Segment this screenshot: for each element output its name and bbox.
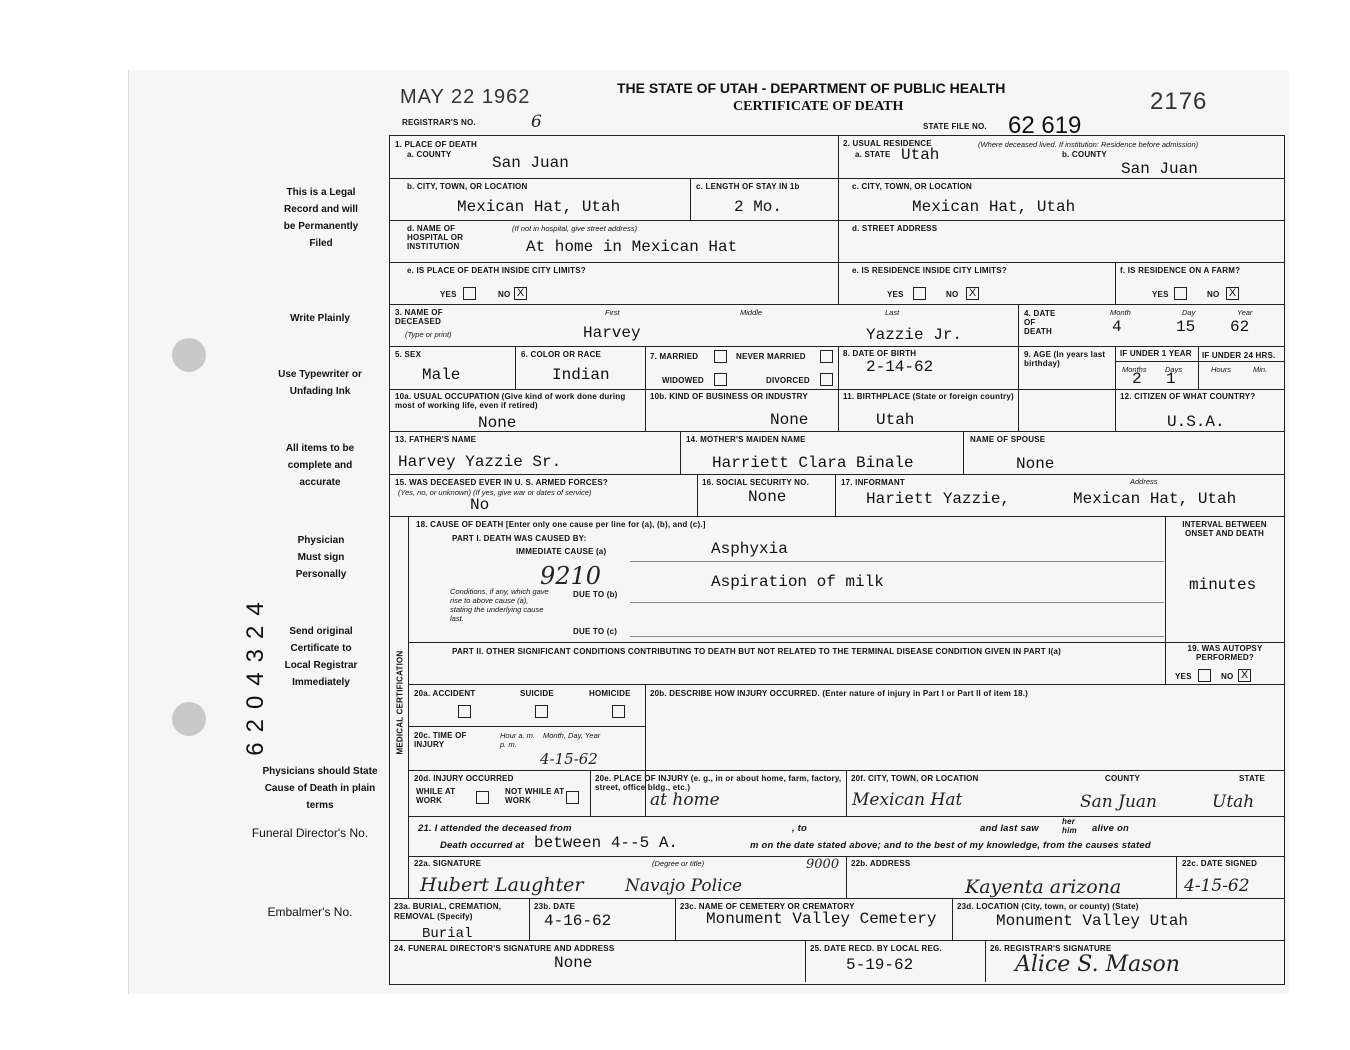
under-1-year-label: IF UNDER 1 YEAR — [1120, 349, 1192, 358]
never-married-label: NEVER MARRIED — [736, 352, 806, 361]
injury-county-label: COUNTY — [1105, 774, 1140, 783]
homicide-label: HOMICIDE — [589, 689, 631, 698]
place-of-injury-value: at home — [650, 790, 720, 810]
corner-number: 2176 — [1150, 88, 1208, 115]
burial-location-value: Monument Valley Utah — [996, 912, 1189, 930]
father-label: 13. FATHER'S NAME — [395, 435, 477, 444]
autopsy-yes-checkbox[interactable] — [1198, 669, 1211, 682]
divorced-label: DIVORCED — [766, 376, 810, 385]
signature-label: 22a. SIGNATURE — [414, 859, 482, 868]
yes-label: YES — [440, 290, 457, 299]
burial-label: 23a. BURIAL, CREMATION, REMOVAL (Specify) — [394, 902, 502, 921]
widowed-checkbox[interactable] — [714, 373, 727, 386]
part2-label: PART II. OTHER SIGNIFICANT CONDITIONS CONTRIBUTING TO DEATH BUT NOT RELATED TO THE TERMINAL DISEASE CONDITION GIVEN IN PART I(a) — [452, 647, 1062, 656]
first-label: First — [605, 308, 620, 317]
death-inside-city-no-checkbox[interactable]: X — [514, 287, 527, 300]
citizen-value: U.S.A. — [1167, 413, 1225, 431]
received-date-stamp: MAY 22 1962 — [400, 86, 531, 108]
usual-residence-label: 2. USUAL RESIDENCE — [843, 139, 932, 148]
yes-label: YES — [887, 290, 904, 299]
business-value: None — [770, 411, 809, 429]
farm-yes-checkbox[interactable] — [1174, 287, 1187, 300]
burial-date-value: 4-16-62 — [544, 912, 612, 930]
dob-value: 2-14-62 — [866, 358, 934, 376]
sex-value: Male — [422, 366, 461, 384]
no-label: NO — [1207, 290, 1220, 299]
injury-state-value: Utah — [1212, 792, 1255, 812]
no-label: NO — [1221, 672, 1234, 681]
res-inside-city-label: e. IS RESIDENCE INSIDE CITY LIMITS? — [852, 266, 1007, 275]
medical-certification-label: MEDICAL CERTIFICATION — [395, 650, 405, 755]
date-signed-label: 22c. DATE SIGNED — [1182, 859, 1258, 868]
under-24-hrs-label: IF UNDER 24 HRS. — [1202, 351, 1276, 360]
funeral-director-value: None — [554, 954, 593, 972]
death-occurred-tail: m on the date stated above; and to the best of my knowledge, from the causes stated — [750, 840, 1151, 851]
death-day-value: 15 — [1176, 318, 1196, 336]
place-of-injury-label: 20e. PLACE OF INJURY (e. g., in or about home, farm, factory, street, office bldg., etc.) — [595, 774, 842, 792]
stay-label: c. LENGTH OF STAY IN 1b — [696, 182, 800, 191]
residence-note: (Where deceased lived. If institution: Residence before admission) — [978, 140, 1199, 149]
note-legal: This is a Legal Record and will be Permanently Filed — [283, 187, 359, 249]
funeral-director-label: 24. FUNERAL DIRECTOR'S SIGNATURE AND ADDRESS — [394, 944, 615, 953]
homicide-checkbox[interactable] — [612, 705, 625, 718]
stay-value: 2 Mo. — [734, 198, 783, 216]
res-county-value: San Juan — [1121, 160, 1198, 178]
vertical-serial-no: 6204324 — [242, 592, 269, 756]
interval-value: minutes — [1189, 576, 1257, 594]
age-label: 9. AGE (In years last birthday) — [1024, 350, 1106, 368]
occupation-label: 10a. USUAL OCCUPATION (Give kind of work done during most of working life, even if retired) — [395, 392, 626, 410]
funeral-director-no-label: Funeral Director's No. — [251, 826, 369, 840]
to-label: , to — [792, 823, 808, 834]
immediate-cause-value: Asphyxia — [711, 540, 788, 558]
last-saw-label: and last saw — [980, 823, 1039, 834]
punch-hole — [172, 338, 206, 372]
death-month-value: 4 — [1112, 318, 1122, 336]
mother-value: Harriett Clara Binale — [712, 454, 914, 472]
burial-location-label: 23d. LOCATION (City, town, or county) (State) — [957, 902, 1139, 911]
punch-hole — [172, 702, 206, 736]
res-city-label: c. CITY, TOWN, OR LOCATION — [852, 182, 973, 191]
middle-label: Middle — [740, 308, 763, 317]
day-label: Day — [1182, 308, 1196, 317]
at-work-label: WHILE AT WORK — [416, 787, 456, 805]
injury-state-label: STATE — [1239, 774, 1266, 783]
months-label: Months — [1122, 365, 1147, 374]
part1-label: PART I. DEATH WAS CAUSED BY: — [452, 534, 587, 543]
never-married-checkbox[interactable] — [820, 350, 833, 363]
city-value: Mexican Hat, Utah — [457, 198, 621, 216]
spouse-value: None — [1016, 455, 1055, 473]
injury-occurred-label: 20d. INJURY OCCURRED — [414, 774, 514, 783]
registrar-no: 6 — [531, 112, 542, 132]
cause-of-death-label: 18. CAUSE OF DEATH [Enter only one cause per line for (a), (b), and (c).] — [416, 520, 706, 529]
registrar-label: REGISTRAR'S NO. — [402, 118, 476, 127]
not-at-work-label: NOT WHILE AT WORK — [505, 787, 565, 805]
injury-city-value: Mexican Hat — [852, 790, 963, 810]
birthplace-label: 11. BIRTHPLACE (State or foreign country) — [843, 392, 1014, 401]
married-label: 7. MARRIED — [650, 352, 699, 361]
cemetery-label: 23c. NAME OF CEMETERY OR CREMATORY — [680, 902, 855, 911]
alive-on-label: alive on — [1092, 823, 1129, 834]
sex-label: 5. SEX — [395, 350, 422, 359]
note-ink: Use Typewriter or Unfading Ink — [278, 369, 362, 397]
due-to-b-value: Aspiration of milk — [711, 573, 884, 591]
farm-label: f. IS RESIDENCE ON A FARM? — [1120, 266, 1241, 275]
date-received-label: 25. DATE RECD. BY LOCAL REG. — [810, 944, 942, 953]
badge-number: 9000 — [806, 857, 840, 872]
death-time-value: between 4--5 A. — [534, 834, 679, 852]
registrar-signature-label: 26. REGISTRAR'S SIGNATURE — [990, 944, 1112, 953]
mother-label: 14. MOTHER'S MAIDEN NAME — [686, 435, 806, 444]
hour-label: Hour a. m. p. m. — [500, 731, 536, 749]
ssn-label: 16. SOCIAL SECURITY NO. — [702, 478, 809, 487]
yes-label: YES — [1175, 672, 1192, 681]
injury-city-label: 20f. CITY, TOWN, OR LOCATION — [851, 774, 979, 783]
embalmer-no-label: Embalmer's No. — [267, 905, 353, 919]
form-subtitle: CERTIFICATE OF DEATH — [733, 99, 904, 114]
due-to-c-label: DUE TO (c) — [573, 627, 618, 636]
last-name-value: Yazzie Jr. — [866, 326, 963, 344]
degree-label: (Degree or title) — [652, 859, 705, 868]
hours-label: Hours — [1211, 365, 1232, 374]
informant-label: 17. INFORMANT — [841, 478, 905, 487]
spouse-label: NAME OF SPOUSE — [970, 435, 1046, 444]
death-inside-city-yes-checkbox[interactable] — [463, 287, 476, 300]
mdy-label: Month, Day, Year — [543, 731, 601, 740]
last-label: Last — [885, 308, 900, 317]
time-of-injury-label: 20c. TIME OF INJURY — [414, 731, 467, 749]
address-label: Address — [1130, 477, 1158, 486]
age-days-value: 1 — [1166, 370, 1176, 388]
armed-forces-value: No — [470, 496, 490, 514]
armed-forces-label: 15. WAS DECEASED EVER IN U. S. ARMED FORCES? — [395, 478, 608, 487]
state-file-no: 62 619 — [1008, 112, 1082, 139]
race-label: 6. COLOR OR RACE — [521, 350, 602, 359]
business-label: 10b. KIND OF BUSINESS OR INDUSTRY — [650, 392, 808, 401]
first-name-value: Harvey — [583, 324, 641, 342]
cause-code: 9210 — [540, 562, 602, 590]
days-label: Days — [1165, 365, 1183, 374]
note-plain: Write Plainly — [290, 313, 350, 324]
injury-description-label: 20b. DESCRIBE HOW INJURY OCCURRED. (Enter nature of injury in Part I or Part II of item 18.) — [650, 689, 1029, 698]
autopsy-label: 19. WAS AUTOPSY PERFORMED? — [1187, 644, 1263, 662]
note-send: Send original Certificate to Local Registrar Immediately — [284, 626, 358, 688]
informant-value: Hariett Yazzie, — [866, 490, 1011, 508]
suicide-label: SUICIDE — [520, 689, 554, 698]
street-label: d. STREET ADDRESS — [852, 224, 938, 233]
burial-date-label: 23b. DATE — [534, 902, 576, 911]
physician-title: Navajo Police — [625, 876, 743, 896]
immediate-cause-label: IMMEDIATE CAUSE (a) — [516, 547, 607, 556]
min-label: Min. — [1253, 365, 1268, 374]
ssn-value: None — [748, 488, 787, 506]
autopsy-no-checkbox[interactable]: X — [1238, 669, 1251, 682]
place-of-death-label: 1. PLACE OF DEATH — [395, 140, 477, 149]
note-cause: Physicians should State Cause of Death in plain terms — [262, 766, 378, 811]
yes-label: YES — [1152, 290, 1169, 299]
no-label: NO — [946, 290, 959, 299]
res-state-value: Utah — [901, 146, 940, 164]
widowed-label: WIDOWED — [662, 376, 704, 385]
res-county-label: b. COUNTY — [1062, 150, 1107, 159]
birthplace-value: Utah — [876, 411, 915, 429]
date-signed-value: 4-15-62 — [1184, 876, 1250, 896]
county-label: a. COUNTY — [407, 150, 452, 159]
death-year-value: 62 — [1230, 318, 1250, 336]
divorced-checkbox[interactable] — [820, 373, 833, 386]
burial-value: Burial — [422, 926, 473, 942]
suicide-checkbox[interactable] — [535, 705, 548, 718]
res-state-label: a. STATE — [855, 150, 891, 159]
age-months-value: 2 — [1132, 370, 1142, 388]
death-occurred-label: Death occurred at — [440, 840, 525, 851]
due-to-b-label: DUE TO (b) — [573, 590, 618, 599]
conditions-note: Conditions, if any, which gave rise to above cause (a), stating the underlying cause last. — [450, 587, 549, 623]
type-print-note: (Type or print) — [405, 330, 452, 339]
married-checkbox[interactable] — [714, 350, 727, 363]
state-file-label: STATE FILE NO. — [923, 122, 987, 131]
father-value: Harvey Yazzie Sr. — [398, 453, 562, 471]
accident-label: 20a. ACCIDENT — [414, 689, 476, 698]
accident-checkbox[interactable] — [458, 705, 471, 718]
farm-no-checkbox[interactable]: X — [1226, 287, 1239, 300]
name-deceased-label: 3. NAME OF DECEASED — [395, 308, 443, 326]
hospital-value: At home in Mexican Hat — [526, 238, 738, 256]
note-physician: Physician Must sign Personally — [295, 535, 347, 580]
county-value: San Juan — [492, 154, 569, 172]
injury-county-value: San Juan — [1080, 792, 1157, 812]
registrar-signature: Alice S. Mason — [1015, 952, 1180, 977]
city-label: b. CITY, TOWN, OR LOCATION — [407, 182, 528, 191]
cemetery-value: Monument Valley Cemetery — [706, 910, 937, 928]
physician-signature: Hubert Laughter — [420, 874, 584, 896]
inside-city-label: e. IS PLACE OF DEATH INSIDE CITY LIMITS? — [407, 266, 586, 275]
citizen-label: 12. CITIZEN OF WHAT COUNTRY? — [1120, 392, 1256, 401]
note-complete: All items to be complete and accurate — [285, 443, 355, 488]
occupation-value: None — [478, 414, 517, 432]
month-label: Month — [1110, 308, 1131, 317]
res-inside-city-yes-checkbox[interactable] — [913, 287, 926, 300]
him-her-label: her him — [1062, 817, 1077, 835]
physician-address: Kayenta arizona — [965, 876, 1122, 898]
physician-address-label: 22b. ADDRESS — [851, 859, 911, 868]
interval-label: INTERVAL BETWEEN ONSET AND DEATH — [1182, 520, 1267, 538]
res-city-value: Mexican Hat, Utah — [912, 198, 1076, 216]
attended-label: 21. I attended the deceased from — [418, 823, 572, 834]
informant-address-value: Mexican Hat, Utah — [1073, 490, 1237, 508]
form-title: THE STATE OF UTAH - DEPARTMENT OF PUBLIC HEALTH — [617, 80, 1006, 96]
race-value: Indian — [552, 366, 610, 384]
at-work-checkbox[interactable] — [476, 791, 489, 804]
not-at-work-checkbox[interactable] — [566, 791, 579, 804]
dob-label: 8. DATE OF BIRTH — [843, 349, 917, 358]
injury-date-value: 4-15-62 — [540, 750, 598, 768]
year-label: Year — [1237, 308, 1253, 317]
date-of-death-label: 4. DATE OF DEATH — [1024, 309, 1056, 336]
hospital-note: (If not in hospital, give street address) — [512, 224, 638, 233]
date-received-value: 5-19-62 — [846, 956, 914, 974]
no-label: NO — [498, 290, 511, 299]
armed-forces-note: (Yes, no, or unknown) (If yes, give war or dates of service) — [398, 488, 592, 497]
hospital-label: d. NAME OF HOSPITAL OR INSTITUTION — [407, 224, 464, 251]
res-inside-city-no-checkbox[interactable]: X — [966, 287, 979, 300]
